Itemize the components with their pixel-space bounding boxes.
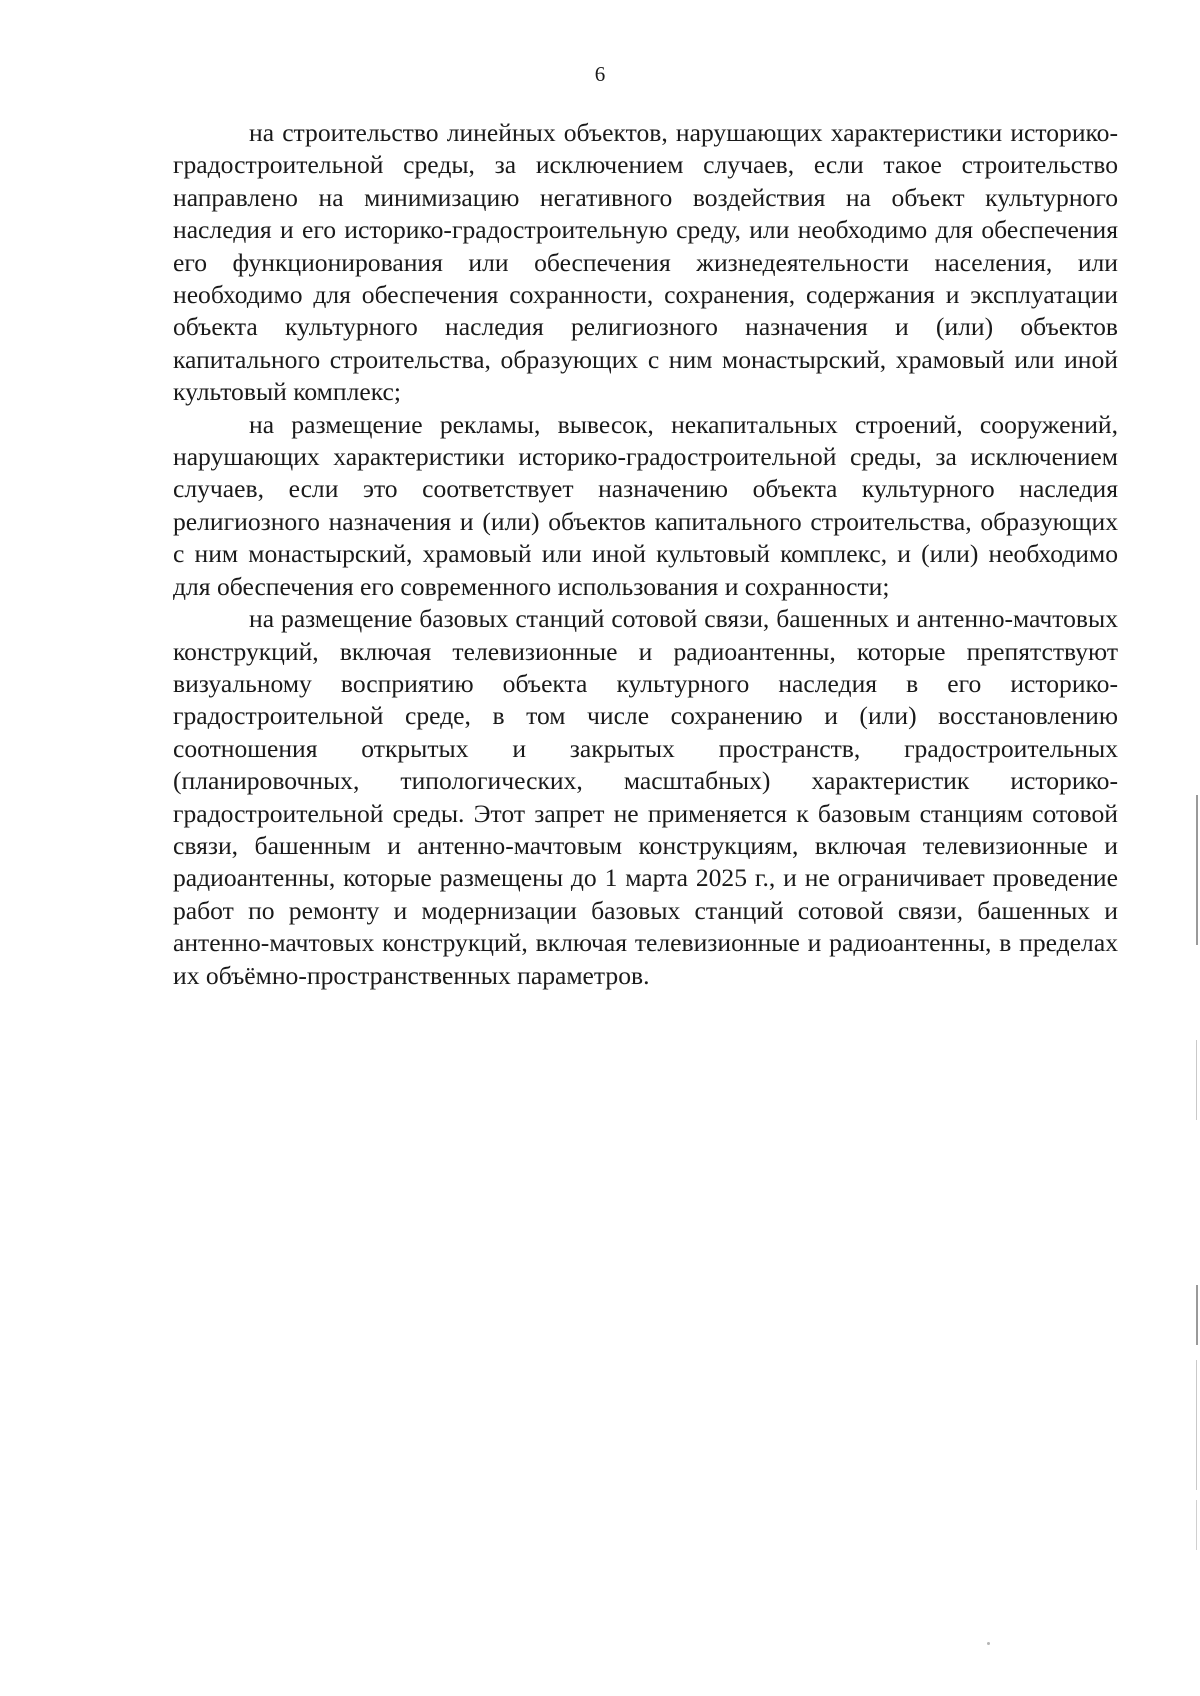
document-body	[173, 117, 1118, 992]
scan-edge-mark	[1196, 1285, 1198, 1345]
scan-edge-mark	[1196, 795, 1198, 945]
scan-speck	[987, 1642, 990, 1645]
page-number: 6	[594, 62, 606, 86]
paragraph-linear-objects: на строительство линейных объектов, нарушающих характеристики историко-градостроительной среды, за исключением случаев, если такое строительство направлено на минимизацию негативного воздействия на объект культурного наследия и его историко-градостроительную среду, или необходимо для обеспечения его функционирования или обеспечения жизнедеятельности населения, или необходимо для обеспечения сохранности, сохранения, содержания и эксплуатации объекта культурного наследия религиозного назначения и (или) объектов капитального строительства, образующих с ним монастырский, храмовый или иной культовый комплекс;	[173, 118, 1118, 407]
scan-edge-mark	[1196, 1500, 1197, 1550]
paragraph-advertising: на размещение рекламы, вывесок, некапитальных строений, сооружений, нарушающих характеристики историко-градостроительной среды, за исключением случаев, если это соответствует назначению объекта культурного наследия религиозного назначения и (или) объектов капитального строительства, образующих с ним монастырский, храмовый или иной культовый комплекс, и (или) необходимо для обеспечения его современного использования и сохранности;	[173, 409, 1118, 601]
scan-edge-mark	[1196, 1360, 1197, 1490]
scan-edge-mark	[1196, 1040, 1197, 1120]
paragraph-cell-stations: на размещение базовых станций сотовой связи, башенных и антенно-мачтовых конструкций, включая телевизионные и радиоантенны, которые препятствуют визуальному восприятию объекта культурного наследия в его историко-градостроительной среде, в том числе сохранению и (или) восстановлению соотношения открытых и закрытых пространств, градостроительных (планировочных, типологических, масштабных) характеристик историко-градостроительной среды. Этот запрет не применяется к базовым станциям сотовой связи, башенным и антенно-мачтовым конструкциям, включая телевизионные и радиоантенны, которые размещены до 1 марта 2025 г., и не ограничивает проведение работ по ремонту и модернизации базовых станций сотовой связи, башенных и антенно-мачтовых конструкций, включая телевизионные и радиоантенны, в пределах их объёмно-пространственных параметров.	[173, 604, 1118, 990]
